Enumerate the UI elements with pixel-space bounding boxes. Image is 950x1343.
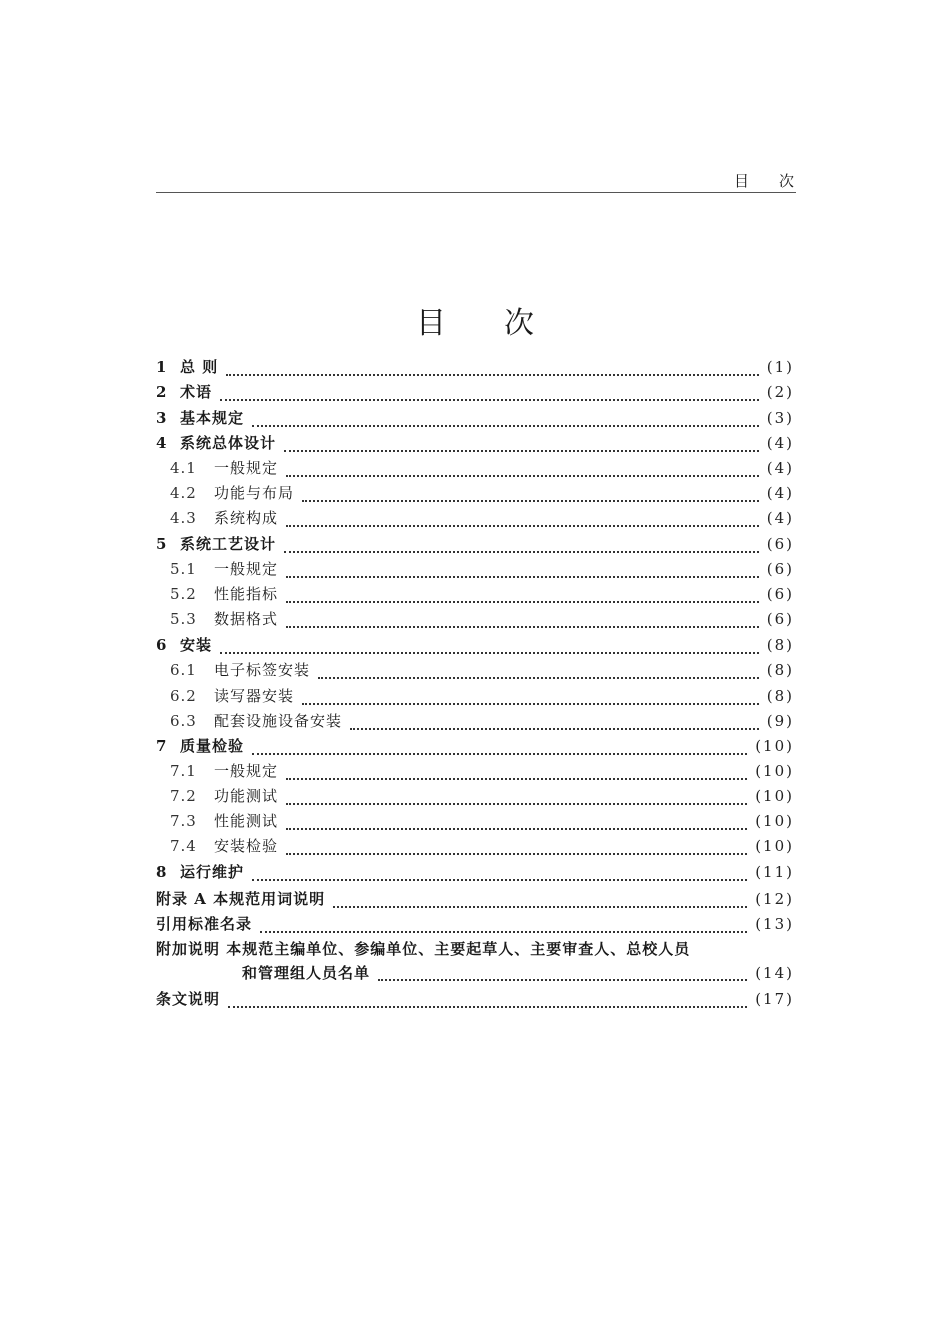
toc-entry-number: 6.1: [170, 661, 197, 679]
toc-entry-label: 安装检验: [214, 837, 279, 855]
toc-entry-references[interactable]: [156, 913, 794, 935]
toc-entry-label: 系统工艺设计: [180, 535, 277, 553]
running-header: [156, 168, 824, 193]
toc-entry-page: (1): [766, 358, 794, 376]
toc-entry-number: 5.1: [170, 560, 197, 578]
toc-entry[interactable]: [156, 861, 794, 883]
toc-entry-number: 6: [156, 636, 167, 654]
toc-entry-label: 功能与布局: [214, 484, 295, 502]
toc-entry-number: 4.2: [170, 484, 197, 502]
toc-entry-page: (8): [766, 661, 794, 679]
toc-entry[interactable]: [156, 482, 794, 504]
toc-entry-label: 基本规定: [180, 409, 245, 427]
leader-dots: [252, 415, 759, 427]
leader-dots: [302, 693, 759, 705]
leader-dots: [286, 515, 759, 527]
toc-entry[interactable]: [156, 533, 794, 555]
toc-entry[interactable]: [156, 810, 794, 832]
toc-entry-page: (10): [755, 837, 794, 855]
toc-entry-label: 条文说明: [156, 990, 221, 1008]
leader-dots: [220, 389, 759, 401]
toc-entry-number: 4.3: [170, 509, 197, 527]
toc-entry-label-line2: 和管理组人员名单: [242, 964, 371, 982]
toc-entry-page: (6): [766, 585, 794, 603]
toc-entry[interactable]: [156, 381, 794, 403]
toc-entry-label: 性能指标: [214, 585, 279, 603]
toc-entry-label: 数据格式: [214, 610, 279, 628]
leader-dots: [286, 465, 759, 477]
toc-entry-page: (4): [766, 509, 794, 527]
toc-entry-page: (11): [755, 863, 794, 881]
toc-entry-label: 一般规定: [214, 762, 279, 780]
leader-dots: [286, 616, 759, 628]
toc-entry[interactable]: [156, 760, 794, 782]
toc-entry[interactable]: [156, 685, 794, 707]
toc-entry-number: 7: [156, 737, 167, 755]
toc-entry-number: 1: [156, 358, 167, 376]
toc-entry[interactable]: [156, 356, 794, 378]
toc-entry-number: 8: [156, 863, 167, 881]
toc-entry-page: (3): [766, 409, 794, 427]
leader-dots: [378, 969, 747, 981]
toc-entry-explanation[interactable]: [156, 988, 794, 1010]
leader-dots: [252, 743, 747, 755]
toc-entry-number: 4.1: [170, 459, 197, 477]
toc-entry-label: 系统总体设计: [180, 434, 277, 452]
toc-entry-label: 一般规定: [214, 459, 279, 477]
toc-entry-number: 4: [156, 434, 167, 452]
toc-entry-number: 3: [156, 409, 167, 427]
toc-entry-page: (10): [755, 737, 794, 755]
toc-entry-label: 质量检验: [180, 737, 245, 755]
toc-entry-number: 7.1: [170, 762, 197, 780]
toc-entry-label: 术语: [180, 383, 213, 401]
leader-dots: [333, 896, 747, 908]
toc-entry[interactable]: [156, 457, 794, 479]
toc-entry-appendix-a[interactable]: [156, 888, 794, 910]
leader-dots: [284, 541, 759, 553]
toc-entry-additional-notes[interactable]: [156, 936, 794, 984]
toc-entry-label: 一般规定: [214, 560, 279, 578]
toc-entry-page: (4): [766, 434, 794, 452]
toc-entry-label: 总 则: [180, 358, 219, 376]
leader-dots: [220, 642, 759, 654]
toc-entry-page: (9): [766, 712, 794, 730]
toc-entry-number: 7.4: [170, 837, 197, 855]
toc-entry-page: (6): [766, 535, 794, 553]
leader-dots: [228, 996, 747, 1008]
toc-entry-page: (10): [755, 812, 794, 830]
toc-entry-label: 安装: [180, 636, 213, 654]
toc-entry-label: 系统构成: [214, 509, 279, 527]
leader-dots: [286, 818, 747, 830]
toc-entry[interactable]: [156, 507, 794, 529]
toc-entry[interactable]: [156, 407, 794, 429]
toc-entry-page: (17): [755, 990, 794, 1008]
running-header-title: 目次: [733, 172, 824, 190]
leader-dots: [302, 490, 759, 502]
toc-entry-number: 2: [156, 383, 167, 401]
toc-entry-page: (10): [755, 762, 794, 780]
toc-entry-page: (12): [755, 890, 794, 908]
toc-entry[interactable]: [156, 710, 794, 732]
toc-entry-label: 配套设施设备安装: [214, 712, 343, 730]
leader-dots: [286, 843, 747, 855]
toc-entry-page: (8): [766, 636, 794, 654]
toc-entry-page: (6): [766, 560, 794, 578]
toc-entry-page: (13): [755, 915, 794, 933]
toc-entry-label: 性能测试: [214, 812, 279, 830]
toc-entry-label: 电子标签安装: [214, 661, 311, 679]
toc-entry-number: 6.2: [170, 687, 197, 705]
toc-entry[interactable]: [156, 558, 794, 580]
leader-dots: [284, 440, 759, 452]
page-title: 目次: [416, 306, 592, 341]
toc-entry-number: 5.3: [170, 610, 197, 628]
toc-entry-page: (6): [766, 610, 794, 628]
toc-entry-label: 功能测试: [214, 787, 279, 805]
leader-dots: [286, 768, 747, 780]
toc-entry-label: 引用标准名录: [156, 915, 253, 933]
toc-entry-label: 附录 A 本规范用词说明: [156, 890, 326, 908]
toc-entry-number: 7.3: [170, 812, 197, 830]
leader-dots: [260, 921, 747, 933]
toc-entry-label: 读写器安装: [214, 687, 295, 705]
toc-entry-number: 6.3: [170, 712, 197, 730]
toc-entry-page: (4): [766, 484, 794, 502]
toc-entry-page: (8): [766, 687, 794, 705]
toc-entry[interactable]: [156, 835, 794, 857]
toc-entry-page: (14): [755, 964, 794, 982]
leader-dots: [286, 793, 747, 805]
toc-entry[interactable]: [156, 608, 794, 630]
leader-dots: [252, 869, 747, 881]
leader-dots: [286, 591, 759, 603]
toc-entry[interactable]: [156, 634, 794, 656]
leader-dots: [318, 667, 759, 679]
toc-entry[interactable]: [156, 659, 794, 681]
toc-entry-label: 运行维护: [180, 863, 245, 881]
toc-entry-page: (2): [766, 383, 794, 401]
toc-entry-label-line1: 附加说明 本规范主编单位、参编单位、主要起草人、主要审查人、总校人员: [156, 940, 691, 958]
leader-dots: [350, 718, 759, 730]
toc-entry-number: 7.2: [170, 787, 197, 805]
toc-entry-number: 5: [156, 535, 167, 553]
toc-entry-page: (10): [755, 787, 794, 805]
toc-entry-number: 5.2: [170, 585, 197, 603]
toc-entry[interactable]: [156, 583, 794, 605]
toc-entry[interactable]: [156, 432, 794, 454]
toc-entry[interactable]: [156, 735, 794, 757]
leader-dots: [286, 566, 759, 578]
leader-dots: [226, 364, 759, 376]
toc-entry-page: (4): [766, 459, 794, 477]
toc-entry[interactable]: [156, 785, 794, 807]
